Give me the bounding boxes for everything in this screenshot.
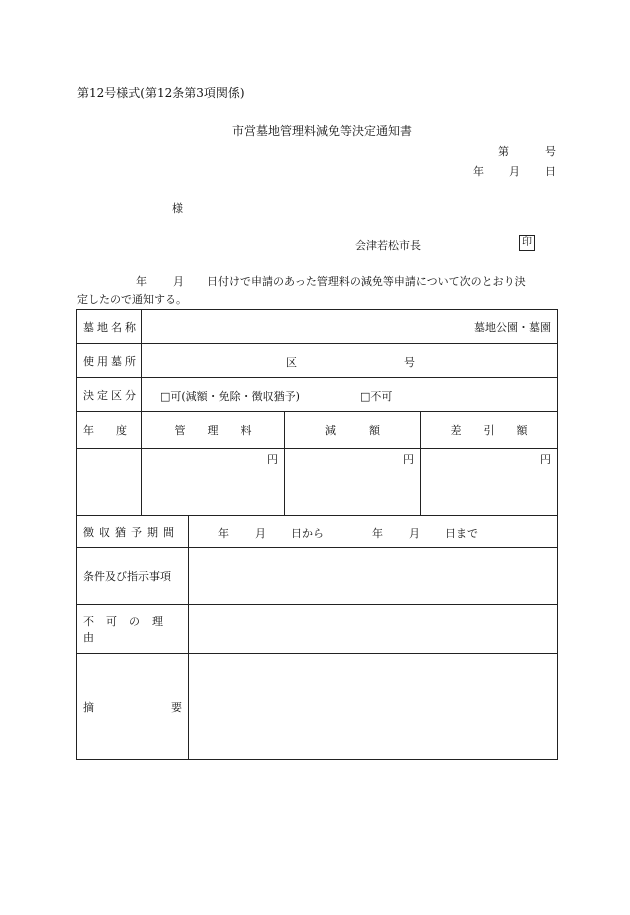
plot-go: 号 [404,355,415,369]
deferral-from-day: 日から [291,526,324,540]
document-title: 市営墓地管理料減免等決定通知書 [232,124,413,138]
remarks-label-char-1: 摘 [83,700,94,714]
deferral-field[interactable] [189,516,558,548]
row-cemetery-name [77,310,558,344]
col-fee-header: 管 理 料 [142,412,285,449]
fee-yen-unit: 円 [267,453,278,466]
decision-field [142,378,558,412]
deferral-to-month: 月 [409,526,420,540]
difference-yen-unit: 円 [540,453,551,466]
seal-mark [519,235,535,251]
issuer-name: 会津若松市長 [355,239,421,252]
row-column-headers [77,412,558,449]
plot-ku: 区 [286,355,297,369]
remarks-field[interactable] [189,654,558,760]
deferral-from-month: 月 [255,526,266,540]
date-day: 日 [545,165,556,178]
reduction-yen-unit: 円 [403,453,414,466]
deferral-from-year: 年 [218,526,229,540]
col-year-header: 年 度 [77,412,142,449]
row-conditions [77,548,558,605]
form-table [76,309,558,760]
row-plot [77,344,558,378]
col-reduction-header: 減 額 [285,412,421,449]
denial-reason-field[interactable] [189,605,558,654]
fee-value-field[interactable] [142,449,285,516]
row-remarks [77,654,558,760]
year-value-field[interactable] [77,449,142,516]
date-year: 年 [473,165,484,178]
body-line1: 日付けで申請のあった管理料の減免等申請について次のとおり決 [207,275,526,288]
decision-label: 決定区分 [77,378,142,412]
body-month: 月 [173,275,184,288]
deferral-label: 徴収猶予期間 [77,516,189,548]
doc-number-dai: 第 [498,145,509,158]
seal-icon: 印 [519,235,535,251]
remarks-label [77,699,188,715]
addressee-suffix: 様 [172,202,183,215]
decision-deny-checkbox[interactable]: □不可 [360,389,393,403]
reduction-value-field[interactable] [285,449,421,516]
col-difference-header: 差 引 額 [421,412,558,449]
row-deferral [77,516,558,548]
body-year: 年 [136,275,147,288]
row-decision [77,378,558,412]
cemetery-name-value: 墓地公園・墓園 [474,320,551,334]
conditions-field[interactable] [189,548,558,605]
plot-label: 使用墓所 [77,344,142,378]
row-denial-reason [77,605,558,654]
form-number: 第12号様式(第12条第3項関係) [77,86,245,100]
cemetery-name-label: 墓地名称 [77,310,142,344]
body-line2: 定したので通知する。 [77,293,187,306]
date-month: 月 [509,165,520,178]
conditions-label: 条件及び指示事項 [77,548,189,605]
cemetery-name-field[interactable] [142,310,558,344]
deferral-to-day: 日まで [445,526,478,540]
decision-approve-checkbox[interactable]: □可(減額・免除・徴収猶予) [160,389,300,403]
row-amounts [77,449,558,516]
doc-number-go: 号 [545,145,556,158]
remarks-label-cell [77,654,189,760]
remarks-label-char-2: 要 [171,700,182,714]
denial-reason-label: 不可の理由 [77,605,189,654]
plot-field[interactable] [142,344,558,378]
deferral-to-year: 年 [372,526,383,540]
difference-value-field[interactable] [421,449,558,516]
